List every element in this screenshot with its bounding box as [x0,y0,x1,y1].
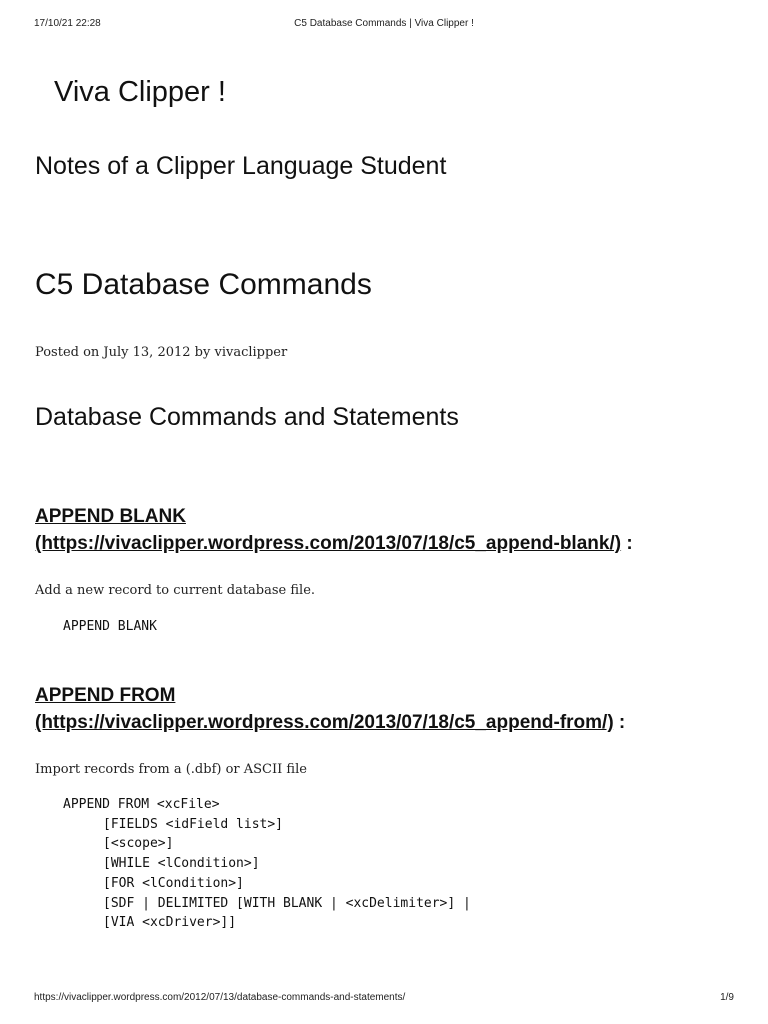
code-block [63,795,471,933]
code-line: [WHILE <lCondition>] [103,856,260,872]
code-block [63,617,157,637]
command-url: (https://vivaclipper.wordpress.com/2013/07/18/c5_append-from/) [35,712,614,733]
section-heading: Database Commands and Statements [35,403,459,431]
command-heading-append-from [35,682,738,736]
command-description: Add a new record to current database file. [35,583,316,598]
command-suffix: : [613,712,626,733]
meta-prefix: Posted on [35,345,104,360]
post-date-link[interactable]: July 13, 2012 [103,345,191,360]
print-page-title: C5 Database Commands | Viva Clipper ! [294,18,474,29]
command-suffix: : [621,533,633,554]
code-line: [<scope>] [103,836,174,852]
site-description: Notes of a Clipper Language Student [35,152,447,180]
code-line: [VIA <xcDriver>]] [103,915,237,931]
meta-by: by [190,345,215,360]
code-line: [FOR <lCondition>] [103,875,244,891]
code-line: APPEND FROM <xcFile> [63,797,220,812]
print-url: https://vivaclipper.wordpress.com/2012/07/13/database-commands-and-statements/ [34,992,406,1003]
command-description: Import records from a (.dbf) or ASCII file [35,762,307,777]
code-line: [FIELDS <idField list>] [103,816,284,832]
command-url: (https://vivaclipper.wordpress.com/2013/07/18/c5_append-blank/) [35,533,622,554]
page-number: 1/9 [720,992,734,1003]
print-datetime: 17/10/21 22:28 [34,18,101,29]
command-name: APPEND FROM [35,685,176,706]
code-line: [SDF | DELIMITED [WITH BLANK | <xcDelimiter>] | [103,895,471,911]
site-title[interactable]: Viva Clipper ! [54,76,226,108]
code-line: APPEND BLANK [63,619,157,634]
command-heading-append-blank [35,503,738,557]
command-link-append-blank[interactable] [35,506,621,554]
command-link-append-from[interactable] [35,685,614,733]
post-title: C5 Database Commands [35,268,372,301]
post-meta [35,345,287,360]
command-name: APPEND BLANK [35,506,186,527]
post-author-link[interactable]: vivaclipper [214,345,288,360]
